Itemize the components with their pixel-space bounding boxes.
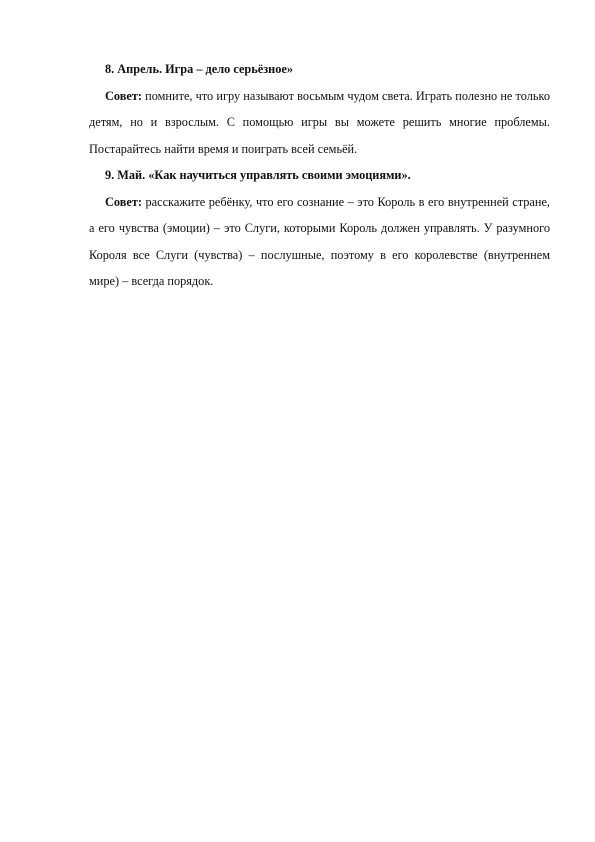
- advice-text: помните, что игру называют восьмым чудом света. Играть полезно не только детям, но и взрослым. С помощью игры вы можете решить многие проблемы. Постарайтесь найти время и поиграть всей семьёй.: [89, 88, 550, 156]
- advice-label: Совет:: [105, 194, 142, 209]
- advice-paragraph-may: [89, 189, 550, 295]
- advice-label: Совет:: [105, 88, 142, 103]
- document-body: [89, 56, 550, 295]
- section-heading-may: 9. Май. «Как научиться управлять своими эмоциями».: [105, 168, 411, 182]
- advice-text: расскажите ребёнку, что его сознание – это Король в его внутренней стране, а его чувства (эмоции) – это Слуги, которыми Король должен управлять. У разумного Короля все Слуги (чувства) – послушные, поэтому в его королевстве (внутреннем мире) – всегда порядок.: [89, 194, 550, 288]
- section-heading-april: 8. Апрель. Игра – дело серьёзное»: [105, 62, 293, 76]
- advice-paragraph-april: [89, 83, 550, 163]
